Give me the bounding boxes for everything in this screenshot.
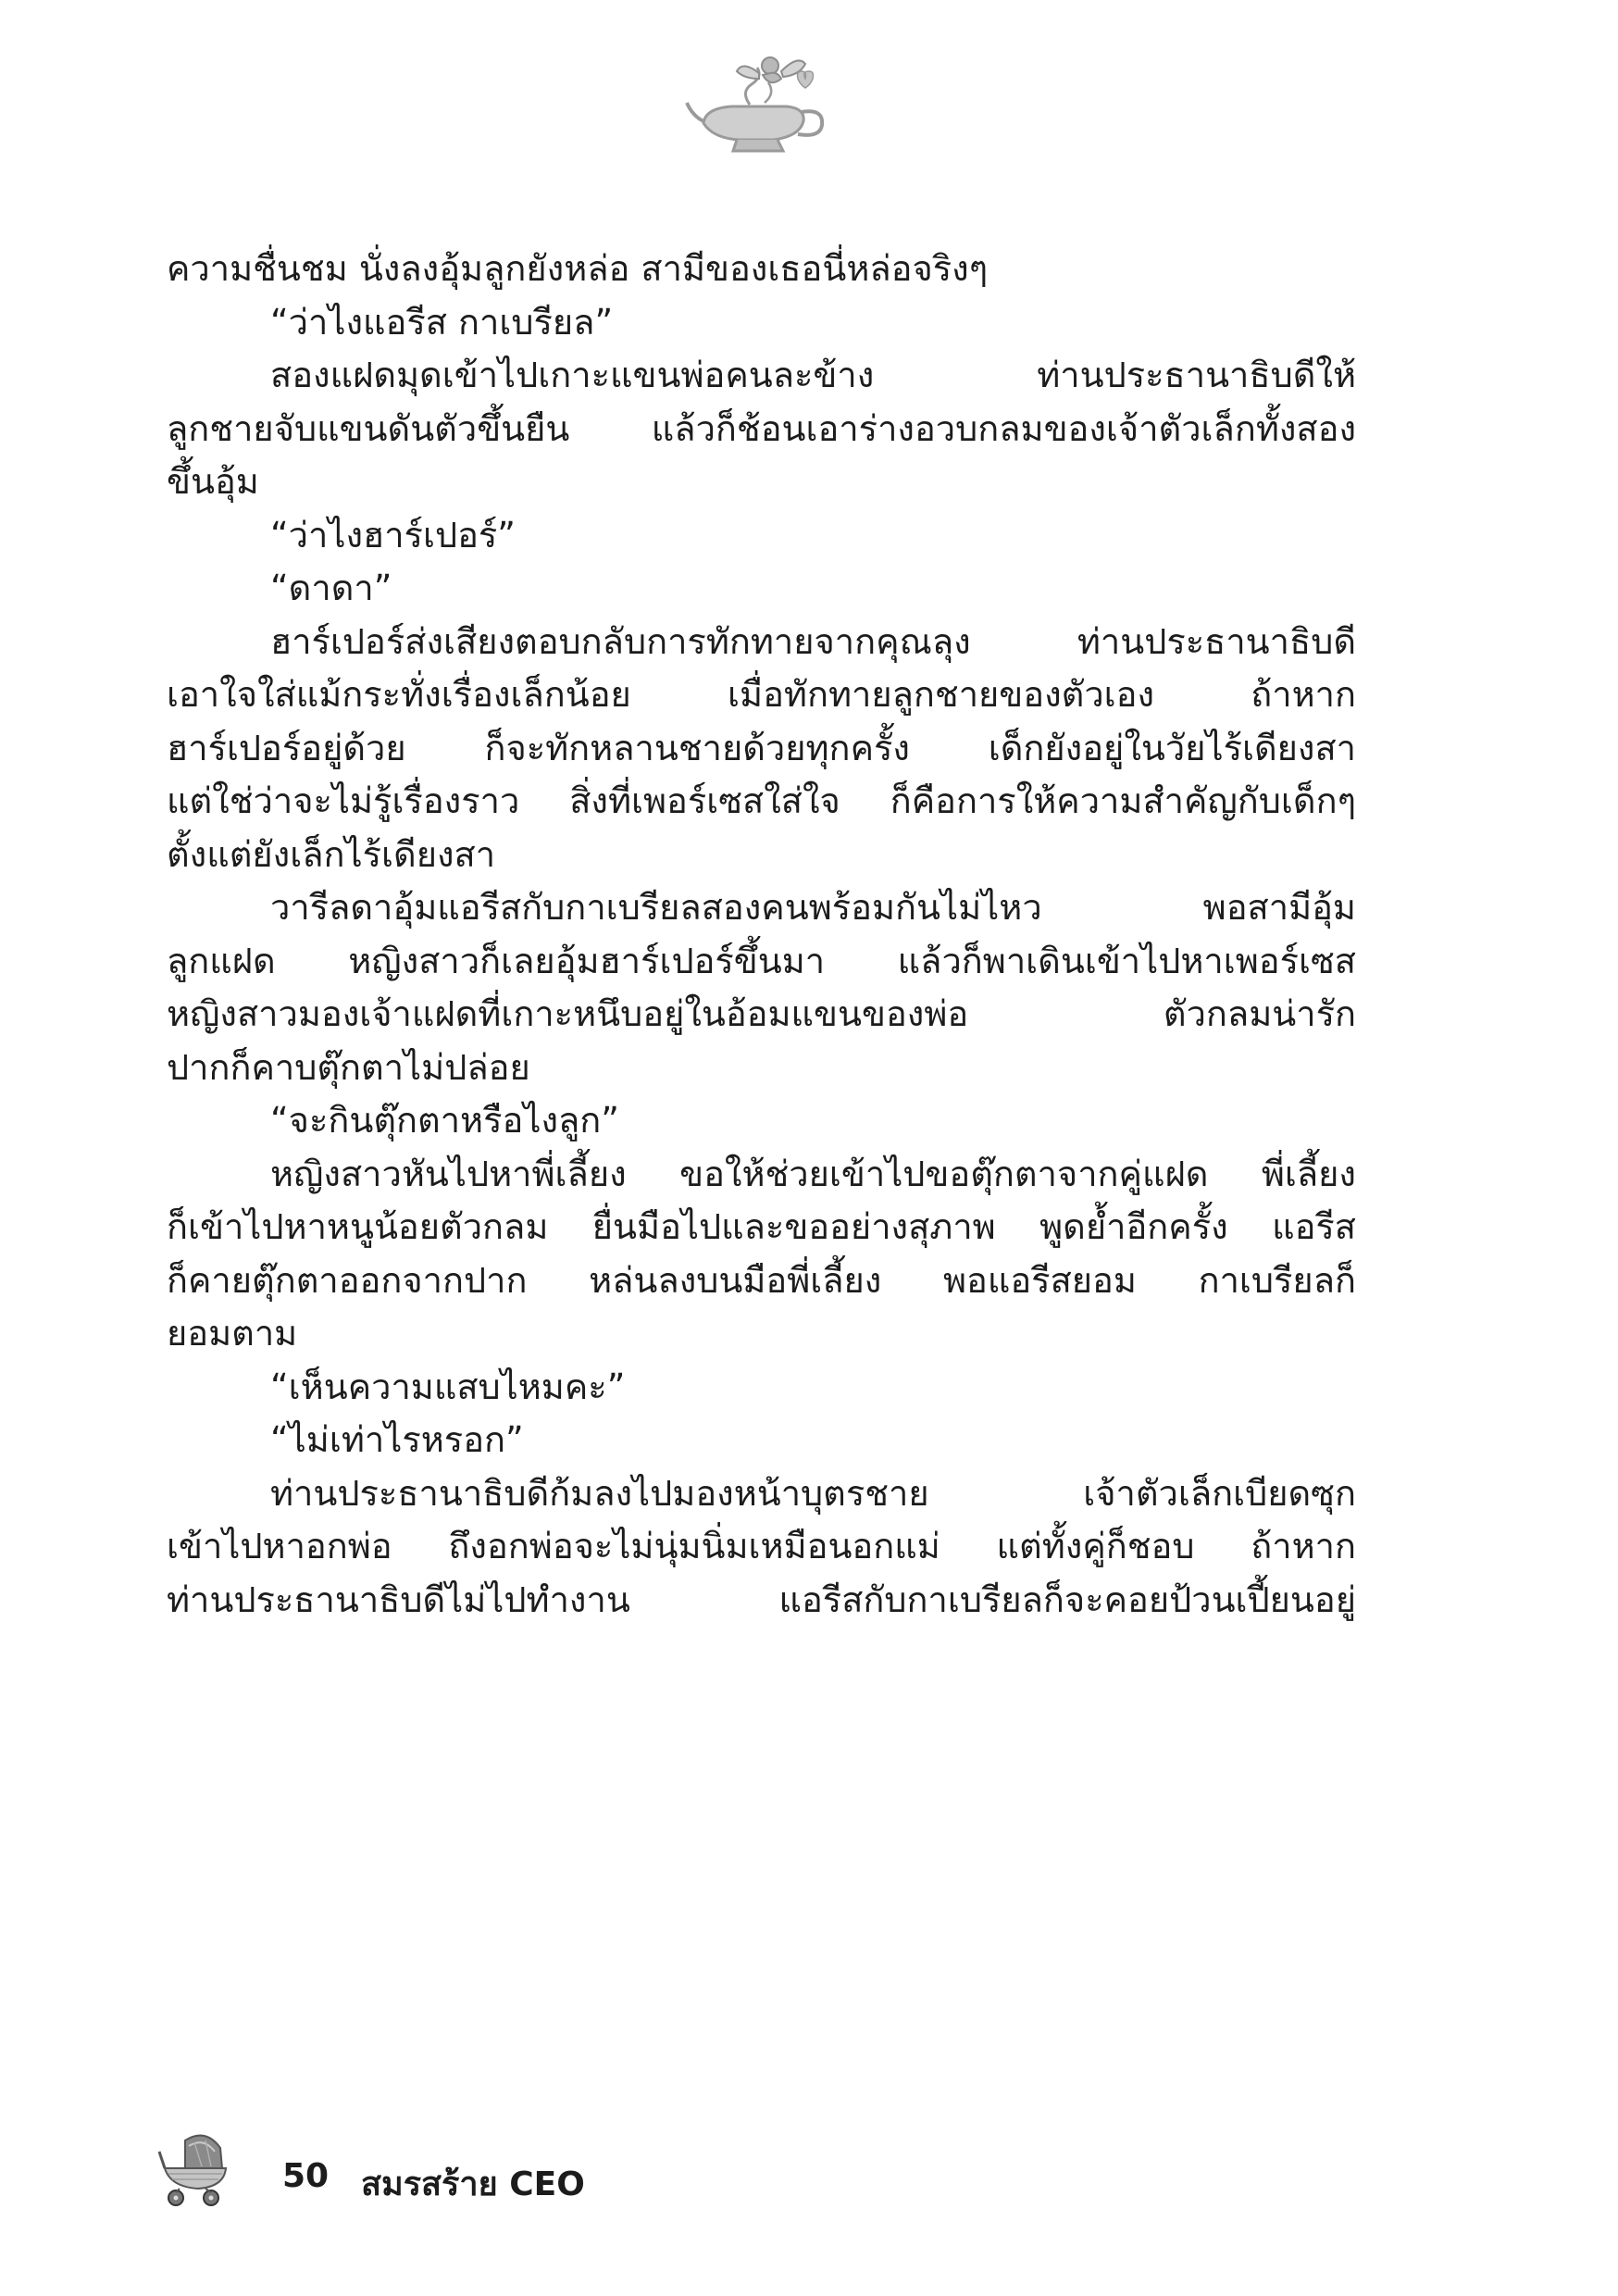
text-line: วารีลดาอุ้มแอรีสกับกาเบรียลสองคนพร้อมกันไม่ไหว พอสามีอุ้ม: [270, 887, 1356, 928]
text-line: ลูกแฝด หญิงสาวก็เลยอุ้มฮาร์เปอร์ขึ้นมา แล้วก็พาเดินเข้าไปหาเพอร์เซส: [167, 940, 1356, 981]
text-line: เข้าไปหาอกพ่อ ถึงอกพ่อจะไม่นุ่มนิ่มเหมือนอกแม่ แต่ทั้งคู่ก็ชอบ ถ้าหาก: [167, 1526, 1356, 1566]
cupid-teapot-icon: [685, 51, 833, 171]
page-number: 50: [282, 2157, 330, 2195]
text-line: ก็คายตุ๊กตาออกจากปาก หล่นลงบนมือพี่เลี้ยง พอแอรีสยอม กาเบรียลก็: [167, 1259, 1356, 1301]
text-line: หญิงสาวหันไปหาพี่เลี้ยง ขอให้ช่วยเข้าไปขอตุ๊กตาจากคู่แฝด พี่เลี้ยง: [270, 1153, 1356, 1194]
text-line: “เห็นความแสบไหมคะ”: [270, 1366, 626, 1407]
text-line: หญิงสาวมองเจ้าแฝดที่เกาะหนึบอยู่ในอ้อมแขนของพ่อ ตัวกลมน่ารัก: [167, 993, 1356, 1034]
text-line: ลูกชายจับแขนดันตัวขึ้นยืน แล้วก็ช้อนเอาร่างอวบกลมของเจ้าตัวเล็กทั้งสอง: [167, 407, 1356, 449]
text-line: ท่านประธานาธิบดีไม่ไปทำงาน แอรีสกับกาเบรียลก็จะคอยป้วนเปี้ยนอยู่: [167, 1578, 1356, 1620]
text-line: ความชื่นชม นั่งลงอุ้มลูกยังหล่อ สามีของเธอนี่หล่อจริงๆ: [167, 248, 989, 289]
text-line: ปากก็คาบตุ๊กตาไม่ปล่อย: [167, 1046, 530, 1088]
text-line: ฮาร์เปอร์ส่งเสียงตอบกลับการทักทายจากคุณลุง ท่านประธานาธิบดี: [270, 620, 1356, 662]
text-line: ตั้งแต่ยังเล็กไร้เดียงสา: [167, 833, 496, 875]
text-line: ก็เข้าไปหาหนูน้อยตัวกลม ยื่นมือไปและขออย่างสุภาพ พูดย้ำอีกครั้ง แอรีส: [167, 1206, 1356, 1247]
text-line: “ไม่เท่าไรหรอก”: [270, 1419, 524, 1460]
text-line: ฮาร์เปอร์อยู่ด้วย ก็จะทักหลานชายด้วยทุกครั้ง เด็กยังอยู่ในวัยไร้เดียงสา: [167, 727, 1356, 768]
text-line: “จะกินตุ๊กตาหรือไงลูก”: [270, 1100, 619, 1141]
page-footer: [157, 2128, 805, 2220]
text-line: “ดาดา”: [270, 568, 392, 608]
text-line: สองแฝดมุดเข้าไปเกาะแขนพ่อคนละข้าง ท่านประธานาธิบดีให้: [270, 355, 1356, 395]
text-line: ยอมตาม: [167, 1313, 298, 1354]
text-line: “ว่าไงฮาร์เปอร์”: [270, 514, 516, 555]
text-line: แต่ใช่ว่าจะไม่รู้เรื่องราว สิ่งที่เพอร์เซสใส่ใจ ก็คือการให้ความสำคัญกับเด็กๆ: [167, 780, 1356, 821]
book-title: สมรสร้าย CEO: [361, 2165, 585, 2203]
text-line: เอาใจใส่แม้กระทั่งเรื่องเล็กน้อย เมื่อทักทายลูกชายของตัวเอง ถ้าหาก: [167, 674, 1356, 715]
text-line: “ว่าไงแอรีส กาเบรียล”: [270, 301, 614, 343]
text-line: ท่านประธานาธิบดีก้มลงไปมองหน้าบุตรชาย เจ้าตัวเล็กเบียดซุก: [270, 1472, 1356, 1514]
text-line: ขึ้นอุ้ม: [167, 461, 259, 502]
baby-stroller-icon: [157, 2128, 231, 2207]
chapter-body-text: [167, 243, 1356, 1627]
